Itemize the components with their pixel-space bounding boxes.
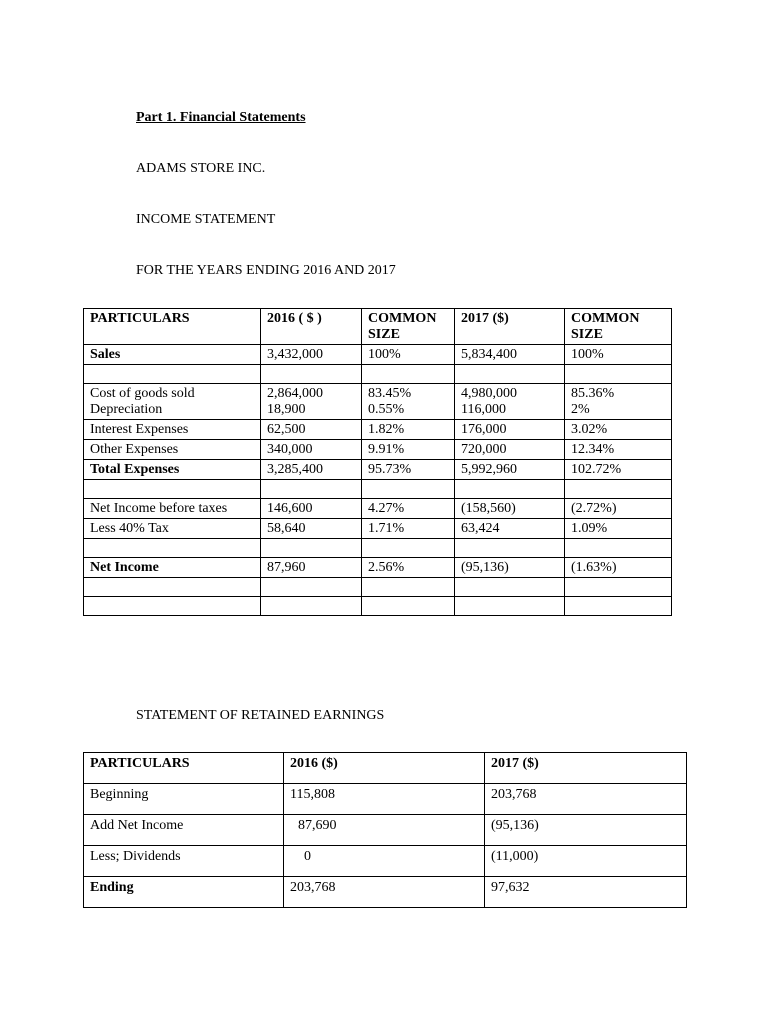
value: 18,900 — [267, 402, 306, 417]
table-row — [84, 440, 672, 460]
table-row — [84, 519, 672, 539]
header-cell: PARTICULARS — [84, 309, 261, 345]
cell-2016: 115,808 — [284, 784, 485, 815]
table-row — [84, 846, 687, 877]
retained-earnings-table — [83, 752, 687, 908]
table-row — [84, 499, 672, 519]
cell-2017: (158,560) — [455, 499, 565, 519]
blank-row — [84, 597, 672, 616]
cell-2017: 5,992,960 — [455, 460, 565, 480]
value: 0.55% — [368, 402, 405, 417]
retained-earnings-title: STATEMENT OF RETAINED EARNINGS — [136, 708, 385, 723]
period-line: FOR THE YEARS ENDING 2016 AND 2017 — [136, 263, 396, 278]
cell-2017: (11,000) — [485, 846, 687, 877]
blank-row — [84, 365, 672, 384]
cell-common-2016: 9.91% — [362, 440, 455, 460]
value: 83.45% — [368, 386, 412, 401]
cell-2017 — [455, 384, 565, 420]
cell-common-2016: 95.73% — [362, 460, 455, 480]
cell-2016: 87,690 — [284, 815, 485, 846]
cell-common-2017: 3.02% — [565, 420, 672, 440]
cell-common-2017: 12.34% — [565, 440, 672, 460]
cell-2017: (95,136) — [485, 815, 687, 846]
row-label: Interest Expenses — [84, 420, 261, 440]
cell-2017: 5,834,400 — [455, 345, 565, 365]
cell-common-2017: (1.63%) — [565, 558, 672, 578]
table-header-row — [84, 309, 672, 345]
blank-row — [84, 539, 672, 558]
cell-common-2016 — [362, 384, 455, 420]
cell-common-2017: 1.09% — [565, 519, 672, 539]
cell-2016: 0 — [284, 846, 485, 877]
table-row — [84, 420, 672, 440]
header-cell: COMMON SIZE — [362, 309, 455, 345]
header-cell: PARTICULARS — [84, 753, 284, 784]
cell-2017: 203,768 — [485, 784, 687, 815]
row-label: Beginning — [84, 784, 284, 815]
company-name: ADAMS STORE INC. — [136, 161, 266, 176]
cell-common-2016: 4.27% — [362, 499, 455, 519]
value: 2% — [571, 402, 590, 417]
table-row-ending — [84, 877, 687, 908]
header-cell: 2016 ( $ ) — [261, 309, 362, 345]
row-label: Net Income — [84, 558, 261, 578]
table-row — [84, 384, 672, 420]
table-row-total-expenses — [84, 460, 672, 480]
cell-2016: 3,432,000 — [261, 345, 362, 365]
cell-2016: 87,960 — [261, 558, 362, 578]
statement-title: INCOME STATEMENT — [136, 212, 276, 227]
cell-common-2016: 1.82% — [362, 420, 455, 440]
cell-2016 — [261, 384, 362, 420]
header-cell: 2016 ($) — [284, 753, 485, 784]
cell-common-2016: 1.71% — [362, 519, 455, 539]
row-label: Less 40% Tax — [84, 519, 261, 539]
income-statement-table — [83, 308, 672, 616]
cell-common-2016: 100% — [362, 345, 455, 365]
blank-row — [84, 480, 672, 499]
table-row — [84, 784, 687, 815]
cell-2017: 97,632 — [485, 877, 687, 908]
value: 85.36% — [571, 386, 615, 401]
cell-2017: (95,136) — [455, 558, 565, 578]
table-row-sales — [84, 345, 672, 365]
row-label — [84, 384, 261, 420]
cell-common-2017: 100% — [565, 345, 672, 365]
value: 4,980,000 — [461, 386, 517, 401]
part-heading: Part 1. Financial Statements — [136, 110, 306, 125]
cell-2017: 176,000 — [455, 420, 565, 440]
row-label: Sales — [84, 345, 261, 365]
table-row — [84, 815, 687, 846]
blank-row — [84, 578, 672, 597]
value: 2,864,000 — [267, 386, 323, 401]
cell-2017: 720,000 — [455, 440, 565, 460]
table-header-row — [84, 753, 687, 784]
cell-2016: 203,768 — [284, 877, 485, 908]
row-label: Net Income before taxes — [84, 499, 261, 519]
row-label: Add Net Income — [84, 815, 284, 846]
expense-label: Cost of goods sold — [90, 386, 195, 401]
cell-common-2016: 2.56% — [362, 558, 455, 578]
expense-label: Depreciation — [90, 402, 163, 417]
row-label: Other Expenses — [84, 440, 261, 460]
row-label: Less; Dividends — [84, 846, 284, 877]
cell-2017: 63,424 — [455, 519, 565, 539]
row-label: Total Expenses — [84, 460, 261, 480]
value: 116,000 — [461, 402, 506, 417]
header-cell: 2017 ($) — [485, 753, 687, 784]
cell-2016: 146,600 — [261, 499, 362, 519]
cell-2016: 3,285,400 — [261, 460, 362, 480]
table-row-net-income — [84, 558, 672, 578]
row-label: Ending — [84, 877, 284, 908]
cell-2016: 62,500 — [261, 420, 362, 440]
cell-common-2017 — [565, 384, 672, 420]
header-cell: COMMON SIZE — [565, 309, 672, 345]
cell-2016: 58,640 — [261, 519, 362, 539]
header-cell: 2017 ($) — [455, 309, 565, 345]
cell-common-2017: (2.72%) — [565, 499, 672, 519]
cell-common-2017: 102.72% — [565, 460, 672, 480]
cell-2016: 340,000 — [261, 440, 362, 460]
